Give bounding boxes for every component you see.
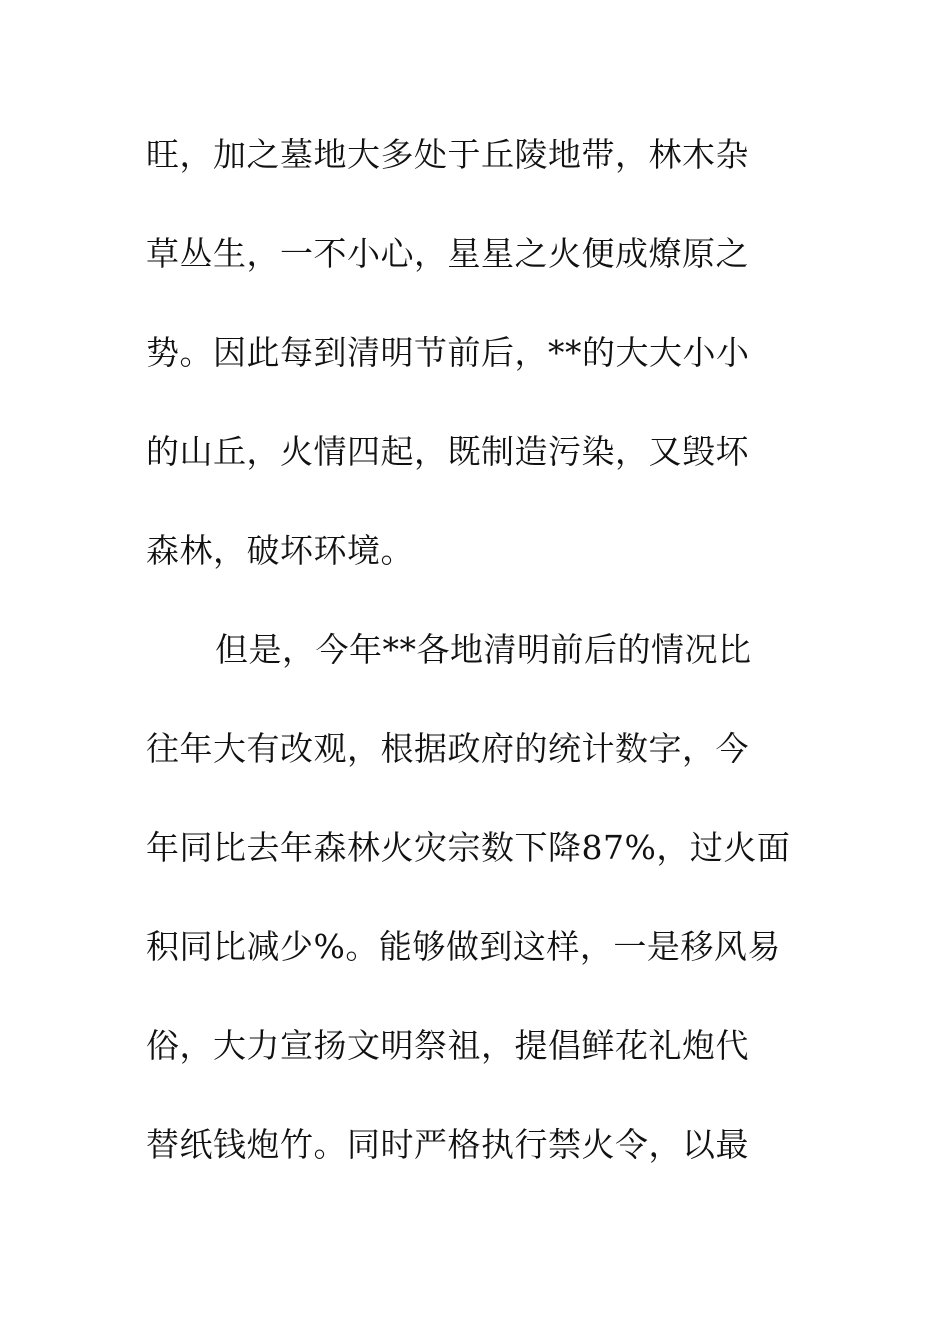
text-line: 替纸钱炮竹。同时严格执行禁火令，以最 bbox=[146, 1125, 749, 1164]
text-line: 的山丘，火情四起，既制造污染，又毁坏 bbox=[146, 432, 749, 471]
text-line: 势。因此每到清明节前后，**的大大小小 bbox=[146, 333, 750, 372]
text-line: 积同比减少%。能够做到这样，一是移风易 bbox=[146, 927, 781, 966]
text-line: 草丛生，一不小心，星星之火便成燎原之 bbox=[146, 234, 749, 273]
body-text bbox=[146, 122, 826, 1211]
text-line: 俗，大力宣扬文明祭祖，提倡鲜花礼炮代 bbox=[146, 1026, 749, 1065]
text-line: 旺，加之墓地大多处于丘陵地带，林木杂 bbox=[146, 135, 749, 174]
text-line: 森林，破坏环境。 bbox=[146, 531, 414, 570]
text-line: 往年大有改观，根据政府的统计数字，今 bbox=[146, 729, 749, 768]
text-line: 年同比去年森林火灾宗数下降87%，过火面 bbox=[146, 828, 791, 867]
paragraph-first-line: 但是，今年**各地清明前后的情况比 bbox=[215, 630, 752, 669]
